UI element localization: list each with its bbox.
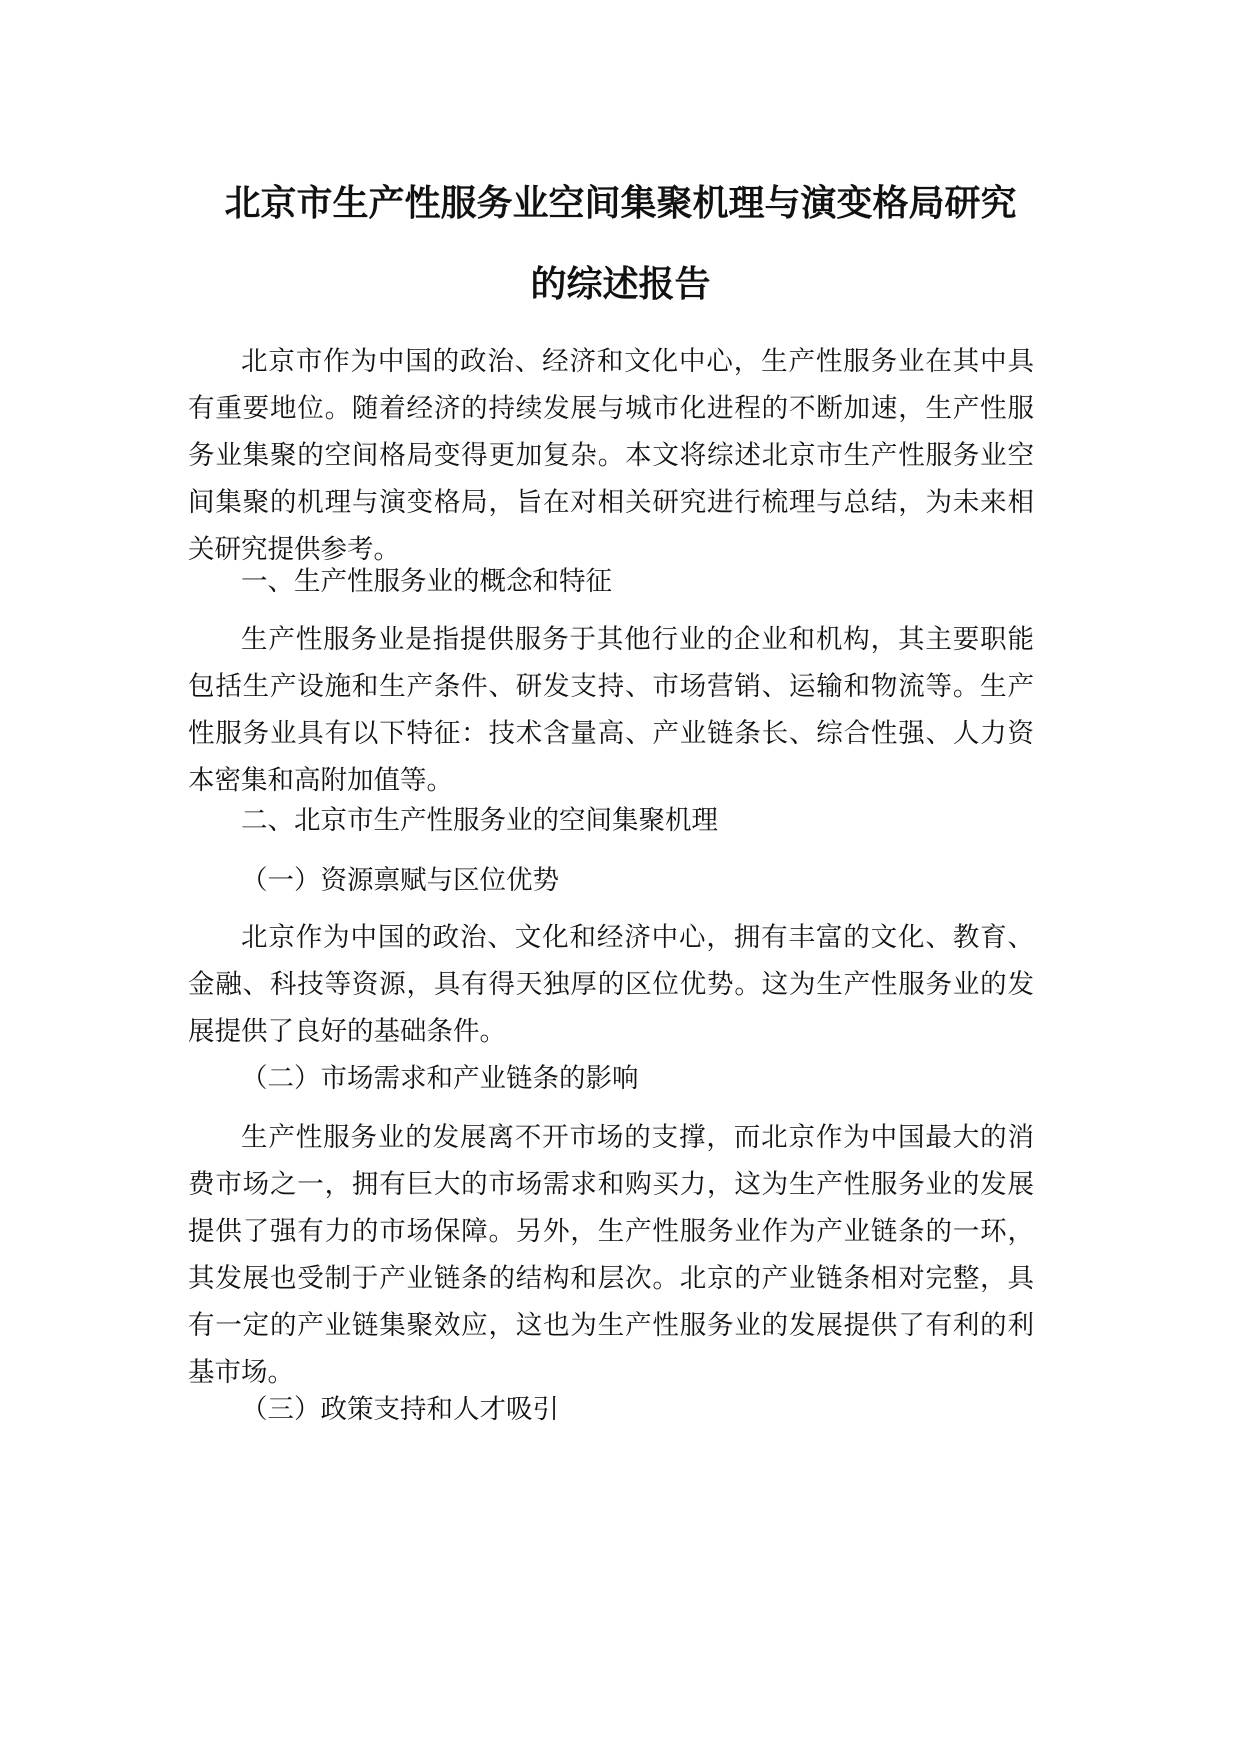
market-paragraph: 生产性服务业的发展离不开市场的支撑，而北京作为中国最大的消费市场之一，拥有巨大的市场需求和购买力，这为生产性服务业的发展提供了强有力的市场保障。另外，生产性服务业作为产业链条的一环，其发展也受制于产业链条的结构和层次。北京的产业链条相对完整，具有一定的产业链集聚效应，这也为生产性服务业的发展提供了有利的利基市场。	[188, 1122, 1034, 1388]
section-heading-1: 一、生产性服务业的概念和特征	[241, 566, 612, 597]
intro-paragraph: 北京市作为中国的政治、经济和文化中心，生产性服务业在其中具有重要地位。随着经济的持续发展与城市化进程的不断加速，生产性服务业集聚的空间格局变得更加复杂。本文将综述北京市生产性服务业空间集聚的机理与演变格局，旨在对相关研究进行梳理与总结，为未来相关研究提供参考。	[188, 346, 1034, 565]
subsection-heading-3: （三）政策支持和人才吸引	[241, 1394, 559, 1425]
subsection-heading-1: （一）资源禀赋与区位优势	[241, 865, 559, 896]
document-title-line-2: 的综述报告	[530, 264, 711, 305]
resource-paragraph: 北京作为中国的政治、文化和经济中心，拥有丰富的文化、教育、金融、科技等资源，具有得天独厚的区位优势。这为生产性服务业的发展提供了良好的基础条件。	[188, 922, 1034, 1047]
section-heading-2: 二、北京市生产性服务业的空间集聚机理	[241, 805, 718, 836]
concept-paragraph: 生产性服务业是指提供服务于其他行业的企业和机构，其主要职能包括生产设施和生产条件、研发支持、市场营销、运输和物流等。生产性服务业具有以下特征：技术含量高、产业链条长、综合性强、人力资本密集和高附加值等。	[188, 624, 1034, 796]
document-title-line-1: 北京市生产性服务业空间集聚机理与演变格局研究	[224, 183, 1017, 224]
subsection-heading-2: （二）市场需求和产业链条的影响	[241, 1063, 639, 1094]
